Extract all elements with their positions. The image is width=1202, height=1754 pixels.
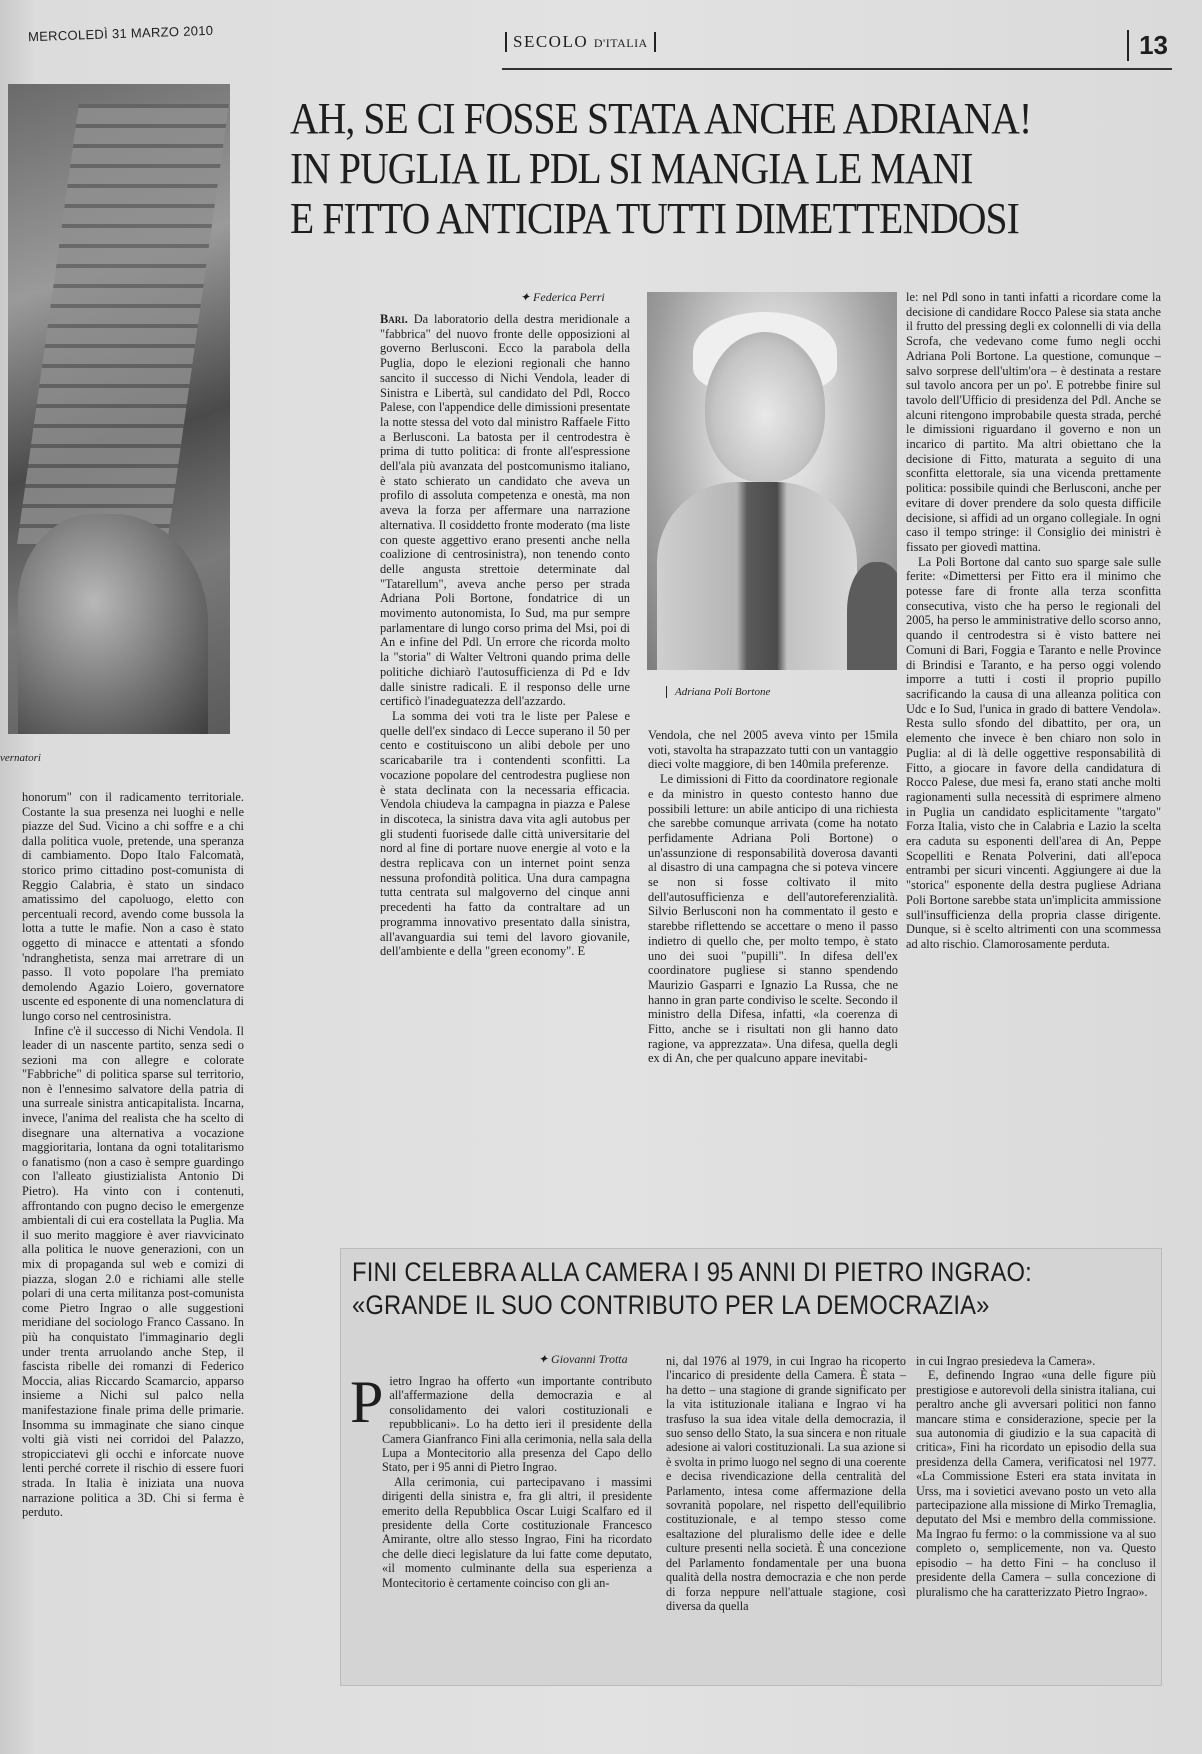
- header-rule: [502, 68, 1172, 70]
- box-text: ietro Ingrao ha offerto «un importante contributo all'affermazione della democrazia e al consolidamento dei valori costituzionali e repubblicani». Lo ha detto ieri il presidente della Camera Gianfranco Fini alla cerimonia, nella sala della Lupa a Montecitorio alla presenza del Capo dello Stato, per i 95 anni di Pietro Ingrao.: [382, 1374, 652, 1475]
- article-paragraph: [380, 312, 630, 709]
- drop-cap: P: [350, 1369, 384, 1435]
- box-paragraph: E, definendo Ingrao «una delle figure più prestigiose e autorevoli della sinistra italiana, cui peraltro anche gli avversari politici non fanno mancare stima e considerazione, specie per la sua autonomia di giudizio e la sua capacità di critica», Fini ha ricordato un episodio della sua presidenza della Camera, verificatosi nel 1977. «La Commissione Esteri era stata invitata in Urss, ma i sovietici avevano posto un veto alla partecipazione alla missione di Mirko Tremaglia, deputato del Msi e membro della commissione. Ma Ingrao fu fermo: o la commissione va al suo completo o, semplicemente, non va. Questo episodio – ha detto Fini – ha concluso il presidente della Camera – sulla concezione di pluralismo che ha caratterizzato Pietro Ingrao».: [916, 1368, 1156, 1599]
- title-line: IN PUGLIA IL PDL SI MANGIA LE MANI: [290, 144, 973, 193]
- box-article-byline: ✦ Giovanni Trotta: [538, 1352, 628, 1366]
- statue-shape: [18, 514, 208, 734]
- adriana-photo-caption: Adriana Poli Bortone: [666, 686, 770, 698]
- dateline: Bari.: [380, 312, 408, 326]
- box-article-title: [352, 1256, 1152, 1322]
- box-article-column-1: [350, 1369, 652, 1590]
- box-paragraph: in cui Ingrao presiedeva la Camera».: [916, 1354, 1096, 1368]
- title-line: AH, SE CI FOSSE STATA ANCHE ADRIANA!: [290, 94, 1032, 143]
- article-paragraph: Le dimissioni di Fitto da coordinatore regionale e da ministro in questo contesto hanno due possibili letture: un abile anticipo di una richiesta che sarebbe comunque arrivata (come ha notato perfidamente Adriana Poli Bortone) o un'assunzione di responsabilità doverosa davanti al disastro di una campagna che si poteva vincere se non si fosse coltivato il mito dell'autosufficienza e dell'autoreferenzialità. Silvio Berlusconi non ha commentato il gesto e starebbe riflettendo se accettare o meno il passo indietro di quello che, per molto tempo, è stato uno dei suoi "pupilli". In difesa dell'ex coordinatore pugliese si stanno spendendo Maurizio Gasparri e Ignazio La Russa, che ne hanno in gran parte condiviso le scelte. Secondo il ministro della Difesa, infatti, «la coerenza di Fitto, anche se i risultati non gli hanno dato ragione, va apprezzata». Una difesa, quella degli ex di An, che per qualcuno appare inevitabi-: [648, 772, 898, 1066]
- box-article-column-3: [916, 1354, 1156, 1599]
- article-paragraph: La somma dei voti tra le liste per Palese e quelle dell'ex sindaco di Lecce superano il 50 per cento e costituiscono un alibi debole per uno scaricabarile tra i contendenti sconfitti. La vocazione popolare del centrodestra pugliese non è stata declinata con la necessaria efficacia. Vendola chiudeva la campagna in piazza e Palese in discoteca, la sinistra dava vita agli autobus per gli studenti fuorisede dalle città universitarie del nord al fine di portare nuove energie al voto e la destra replicava con un internet point senza nessuna profondità politica. Una dura campagna tutta centrata sul malgoverno del cinque anni precedenti ha fatto da contraltare ad un programma innovativo presentato dalla sinistra, all'avanguardia sui temi del lavoro giovanile, dell'ambiente e della "green economy". E: [380, 708, 630, 959]
- article-text: Da laboratorio della destra meridionale a "fabbrica" del nuovo fronte delle opposizioni al governo Berlusconi. Ecco la parabola della Puglia, dopo le elezioni regionali che hanno sancito il successo di Nichi Vendola, leader di Sinistra e Libertà, sul candidato del Pdl, Rocco Palese, con l'appendice delle dimissioni presentate la notte stessa del voto dal ministro Raffaele Fitto a Berlusconi. La batosta per il centrodestra è prima di tutto politica: di fronte all'espressione dell'ala più avanzata del postcomunismo italiano, è stato schierato un candidato che aveva un profilo di assoluta competenza e onestà, ma non aveva la forza per affermare una narrazione alternativa. Il cosiddetto fronte moderato (ma liste con queste aggettivo erano presenti anche nella coalizione di centrosinistra), non tenendo conto delle angusta strettoie determinate dal "Tatarellum", aveva anche perso per strada Adriana Poli Bortone, fondatrice di un movimento autonomista, Io Sud, ma pur sempre parlamentare di lungo corso prima del Msi, poi di An e infine del Pdl. Un errore che ricorda molto la "storia" di Walter Veltroni quando prima delle politiche dichiarò l'autosufficienza di Pd e Idv dalle sinistre radicali. E il responso delle urne certificò l'inadeguatezza dell'azzardo.: [380, 312, 630, 709]
- main-article-title: [290, 94, 1160, 244]
- box-paragraph: [350, 1369, 652, 1475]
- article-paragraph: Vendola, che nel 2005 aveva vinto per 15mila voti, stavolta ha strapazzato tutti con un vantaggio dieci volte maggiore, di ben 140mila preferenze.: [648, 728, 898, 772]
- left-photo-caption: vernatori: [0, 752, 41, 764]
- header-paper-name: [505, 32, 656, 52]
- box-paragraph: Alla cerimonia, cui partecipavano i massimi dirigenti della sinistra e, fra gli altri, il presidente emerito della Repubblica Oscar Luigi Scalfaro ed il presidente della Corte costituzionale Francesco Amirante, oltre allo stesso Ingrao, Fini ha ricordato che delle dieci legislature da lui fatte come deputato, «il momento culminante della sua esperienza a Montecitorio è certamente coinciso con gli an-: [382, 1474, 652, 1590]
- header-date: MERCOLEDÌ 31 MARZO 2010: [27, 22, 214, 45]
- paper-suffix: D'ITALIA: [593, 36, 648, 50]
- adriana-photo: [647, 292, 897, 670]
- main-article-column-2: [648, 728, 898, 1066]
- page-header: [22, 18, 1182, 64]
- left-paragraph: honorum" con il radicamento territoriale. Costante la sua presenza nei luoghi e nelle piazze del Sud. Vicino a chi soffre e a chi dalla politica vuole, pretende, una speranza di cambiamento. Dopo Italo Falcomatà, storico primo cittadino post-comunista di Reggio Calabria, è stato un sindaco amatissimo del capoluogo, eletto con percentuali record, avendo come bussola la lotta a tutte le mafie. Non a caso è stato oggetto di minacce e attentati a sfondo 'ndranghetista, senza mai arretrare di un passo. Il voto popolare l'ha premiato demolendo Agazio Loiero, governatore uscente ed esponente di una nomenclatura di lungo corso nel centrosinistra.: [22, 790, 244, 1023]
- page-number: 13: [1127, 30, 1168, 61]
- building-shape: [17, 104, 229, 544]
- jacket-shape: [657, 482, 857, 670]
- box-article-column-2: [666, 1354, 906, 1613]
- box-title-line: «GRANDE IL SUO CONTRIBUTO PER LA DEMOCRAZIA»: [352, 1290, 990, 1320]
- box-title-line: FINI CELEBRA ALLA CAMERA I 95 ANNI DI PIETRO INGRAO:: [352, 1257, 1032, 1287]
- left-photo: [8, 84, 230, 734]
- face-shape: [705, 332, 825, 482]
- main-article-column-1: [380, 312, 630, 959]
- left-paragraph: Infine c'è il successo di Nichi Vendola. Il leader di un nascente partito, senza sedi o sezioni ma con allegre e colorate "Fabbriche" di politica sparse sul territorio, non è l'ennesimo salvatore della patria di una surreale sinistra anticapitalista. Incarna, invece, l'anima del realista che ha scelto di disegnare una alternativa a vocazione maggioritaria, lontana da ogni totalitarismo o fanatismo (non a caso è sempre guardingo con l'alleato giustizialista Antonio Di Pietro). Ha vinto con i contenuti, affrontando con pugno deciso le emergenze ambientali di cui era costellata la Puglia. Ma il suo merito maggiore è aver riavvicinato alla politica le nuove generazioni, con un mix di propaganda sul web e comizi di piazza, slogan 2.0 e richiami alle stelle polari di una certa militanza post-comunista come Pietro Ingrao o alle suggestioni meridiane del sociologo Franco Cassano. In più ha conquistato l'immaginario degli under trenta arruolando anche Step, il fascista ribelle dei romanzi di Federico Moccia, alias Riccardo Scamarcio, apparso insieme a Nichi sul palco nella manifestazione finale prima delle primarie. Insomma su immaginate che siano cinque volti già visti nei corridoi del Palazzo, stropicciatevi gli occhi e inforcate nuove lenti perché correte il rischio di essere fuori strada. In Italia è iniziata una nuova narrazione politica a 3D. Chi si ferma è perduto.: [22, 1023, 244, 1520]
- main-article-column-3: [906, 290, 1161, 952]
- article-paragraph: le: nel Pdl sono in tanti infatti a ricordare come la decisione di candidare Rocco Palese sia stata anche il frutto del pressing degli ex colonnelli di via della Scrofa, che vedevano come fumo negli occhi Adriana Poli Bortone. La questione, comunque – salvo sorprese dell'ultim'ora – è destinata a restare sul tavolo ancora per un po'. E potrebbe finire sul tavolo dell'Ufficio di presidenza del Pdl. Anche se alcuni ritengono improbabile questa strada, perché le dimissioni riguardano il governo e non un incarico di partito. Ma altri obiettano che la decisione di Fitto, maturata a seguito di una sconfitta elettorale, sia una vicenda prettamente politica: possibile quindi che Berlusconi, anche per evitare di dover prendere da solo questa difficile decisione, si affidi ad un organo collegiale. In ogni caso il tempo stringe: il Consiglio dei ministri è fissato per giovedì mattina.: [906, 290, 1161, 554]
- title-line: E FITTO ANTICIPA TUTTI DIMETTENDOSI: [290, 194, 1019, 243]
- box-paragraph: ni, dal 1976 al 1979, in cui Ingrao ha ricoperto l'incarico di presidente della Camera. È stata – ha detto – una stagione di grande significato per la vita istituzionale italiana e Ingrao vi ha trasfuso la sua idea vitale della democrazia, il suo senso dello Stato, la sua sincera e non rituale adesione ai valori costituzionali. La sua azione si è svolta in primo luogo nel segno di una coerente e decisa rivendicazione della centralità del Parlamento, intesa come affermazione della sovranità popolare, nel rispetto dell'equilibrio costituzionale, e al tempo stesso come esaltazione del pluralismo delle idee e delle culture presenti nella società. È una concezione del Parlamento fondamentale per una buona qualità della nostra democrazia e che non perde di forza neppure nell'attuale stagione, così diversa da quella: [666, 1354, 906, 1613]
- background-person-shape: [847, 562, 897, 670]
- main-article-byline: ✦ Federica Perri: [520, 290, 605, 304]
- paper-name: SECOLO: [513, 32, 589, 51]
- left-column-text: [22, 790, 244, 1520]
- article-paragraph: La Poli Bortone dal canto suo sparge sale sulle ferite: «Dimettersi per Fitto era il minimo che potesse fare di fronte alla terza sconfitta consecutiva, visto che ha perso le regionali del 2005, ha perso le amministrative dello scorso anno, quando il centrodestra si è visto battere nei Comuni di Bari, Foggia e Taranto e nelle Province di Brindisi e Taranto, e ha perso oggi volendo imporre a tutti i costi il proprio pupillo sacrificando la causa di una alleanza politica con Udc e Io Sud, l'unica in grado di battere Vendola». Resta sullo sfondo del dibattito, per ora, un elemento che invece è ben chiaro non solo in Puglia: al di là delle oggettive responsabilità di Fitto, a giocare in favore della candidatura di Rocco Palese, due mesi fa, erano stati anche molti ragionamenti sulla necessità di esprimere almeno in Puglia un candidato esplicitamente "targato" Forza Italia, visto che in Calabria e Lazio la scelta era caduta su esponenti dell'area di An, Peppe Scopelliti e Renata Polverini, dati all'epoca entrambi per sicuri vincenti. Aggiungere ai due la "storica" esponente della destra pugliese Adriana Poli Bortone sarebbe stata un'implicita ammissione sull'insufficienza della propria classe dirigente. Dunque, si è scelto altrimenti con una scommessa ad alto rischio. Clamorosamente perduta.: [906, 554, 1161, 951]
